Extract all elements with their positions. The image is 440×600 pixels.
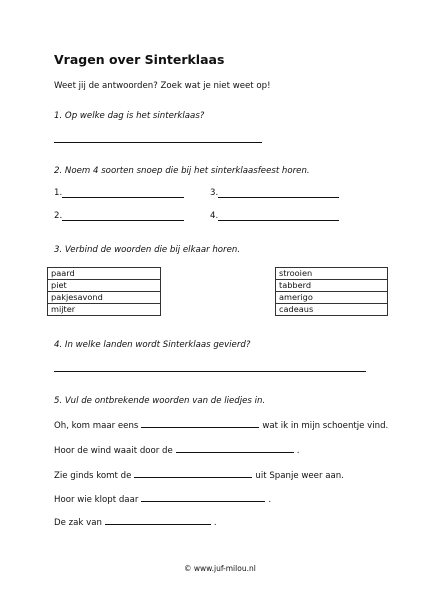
song-blank-5[interactable] (105, 515, 211, 525)
match-left-word[interactable]: piet (48, 280, 161, 292)
song-blank-4[interactable] (141, 492, 265, 502)
candy-answer-1[interactable] (54, 187, 184, 198)
candy-number-2: 2. (54, 211, 63, 221)
song-line-1: Oh, kom maar eens wat ik in mijn schoentje vind. (54, 418, 388, 431)
song-line-5: De zak van . (54, 515, 217, 528)
answer-line-4[interactable] (54, 371, 366, 372)
candy-answer-2[interactable] (54, 210, 184, 221)
song-blank-2[interactable] (176, 443, 294, 453)
page-title: Vragen over Sinterklaas (54, 52, 225, 67)
candy-answer-4[interactable] (210, 210, 339, 221)
song-line-3: Zie ginds komt de uit Spanje weer aan. (54, 468, 344, 481)
match-right-word[interactable]: tabberd (276, 280, 388, 292)
song-blank-1[interactable] (141, 418, 259, 428)
question-3: 3. Verbind de woorden die bij elkaar horen. (54, 245, 241, 255)
match-right-table (275, 267, 388, 316)
song-line-4: Hoor wie klopt daar . (54, 492, 271, 505)
candy-number-4: 4. (210, 211, 219, 221)
question-2: 2. Noem 4 soorten snoep die bij het sinterklaasfeest horen. (54, 166, 310, 176)
match-left-table (47, 267, 161, 316)
candy-number-3: 3. (210, 188, 219, 198)
song-blank-3[interactable] (134, 468, 252, 478)
match-left-word[interactable]: pakjesavond (48, 292, 161, 304)
match-right-word[interactable]: amerigo (276, 292, 388, 304)
candy-number-1: 1. (54, 188, 63, 198)
intro-text: Weet jij de antwoorden? Zoek wat je niet weet op! (54, 81, 271, 91)
footer-copyright: © www.juf-milou.nl (184, 564, 256, 573)
answer-line-1[interactable] (54, 142, 262, 143)
match-left-word[interactable]: mijter (48, 304, 161, 316)
match-right-word[interactable]: strooien (276, 268, 388, 280)
match-left-word[interactable]: paard (48, 268, 161, 280)
song-line-2: Hoor de wind waait door de . (54, 443, 300, 456)
match-right-word[interactable]: cadeaus (276, 304, 388, 316)
candy-answer-3[interactable] (210, 187, 339, 198)
question-5: 5. Vul de ontbrekende woorden van de liedjes in. (54, 396, 266, 406)
question-4: 4. In welke landen wordt Sinterklaas gevierd? (54, 340, 251, 350)
question-1: 1. Op welke dag is het sinterklaas? (54, 111, 205, 121)
